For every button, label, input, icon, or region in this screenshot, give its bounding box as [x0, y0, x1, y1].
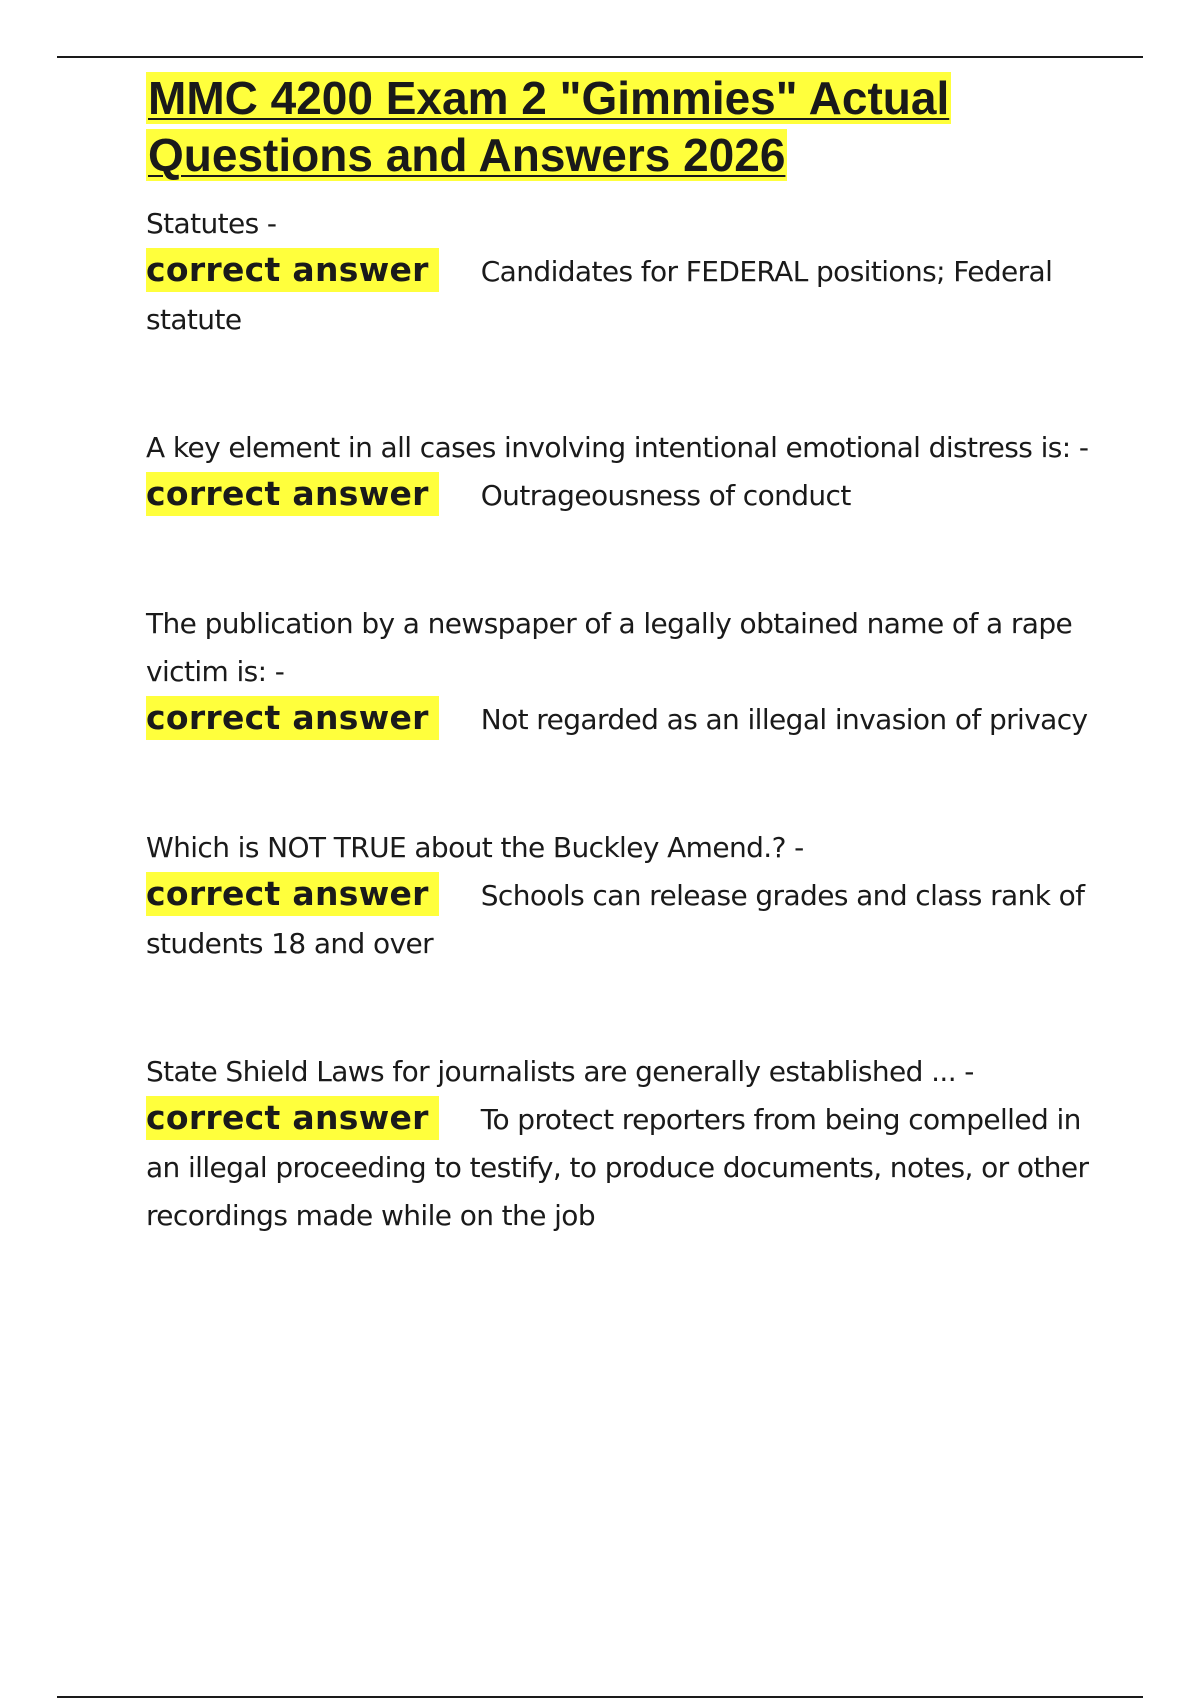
bottom-rule	[57, 1696, 1143, 1698]
document-body	[146, 70, 1101, 1320]
qa-item	[146, 200, 1101, 344]
document-title-text: MMC 4200 Exam 2 "Gimmies" Actual Questions and Answers 2026	[148, 72, 950, 181]
qa-item	[146, 1048, 1101, 1240]
correct-answer-label: correct answer	[146, 248, 439, 292]
qa-item	[146, 424, 1101, 520]
question-text: Which is NOT TRUE about the Buckley Amend.? -	[146, 831, 804, 864]
question-text: Statutes -	[146, 207, 277, 240]
answer-text: To protect reporters from being compelled in an illegal proceeding to testify, to produce documents, notes, or other recordings made while on the job	[146, 1103, 1089, 1232]
answer-text: Outrageousness of conduct	[480, 479, 851, 512]
qa-item	[146, 824, 1101, 968]
document-title	[146, 70, 1101, 184]
question-text: The publication by a newspaper of a legally obtained name of a rape victim is: -	[146, 607, 1073, 688]
correct-answer-label: correct answer	[146, 872, 439, 916]
correct-answer-label: correct answer	[146, 1096, 439, 1140]
answer-text: Not regarded as an illegal invasion of privacy	[480, 703, 1088, 736]
qa-item	[146, 600, 1101, 744]
question-text: State Shield Laws for journalists are generally established ... -	[146, 1055, 974, 1088]
answer-text: Candidates for FEDERAL positions; Federal statute	[146, 255, 1053, 336]
answer-text: Schools can release grades and class rank of students 18 and over	[146, 879, 1085, 960]
correct-answer-label: correct answer	[146, 696, 439, 740]
question-text: A key element in all cases involving intentional emotional distress is: -	[146, 431, 1089, 464]
correct-answer-label: correct answer	[146, 472, 439, 516]
top-rule	[57, 56, 1143, 58]
